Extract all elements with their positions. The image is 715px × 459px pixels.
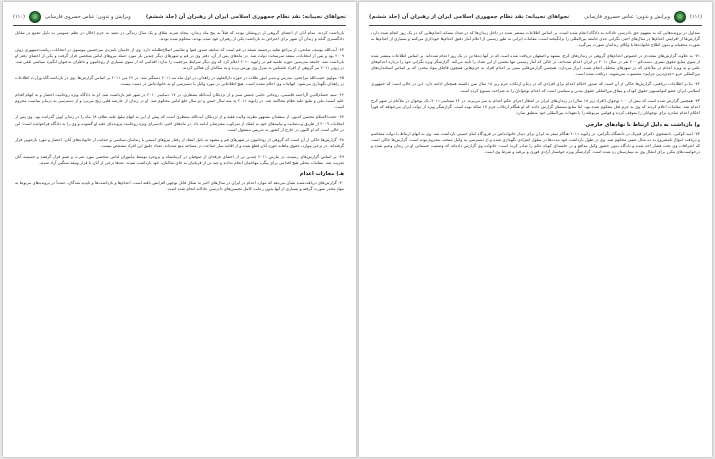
- section-heading: هـ) مجازات اعدام: [299, 171, 344, 178]
- right-header-divider: [369, 25, 702, 26]
- paragraph: ۷۰- گزارش‌های دریافت‌شده نشان می‌دهد که موارد اعدام در ایران در سال‌های اخیر به شکل قابل توجهی افزایش یافته است. اعدام‌ها و بازداشت‌ها و ناپدید شدگان، عمدتاً در پرونده‌های مربوط به مواد مخدر صورت گرفته و بسیاری از آنها بدون رعایت کامل تضمین‌های دادرسی عادلانه انجام شده است.: [15, 180, 344, 192]
- left-header-title: نجواهای نجیبانه: نقد نظام جمهوری اسلامی ایران از رهبران آن (جلد ششم): [145, 14, 346, 20]
- left-page-body: [15, 30, 344, 451]
- left-page: [3, 2, 356, 457]
- paragraph: ۶۸- گزارش‌ها حاکی از آن است که گروهی از روحانیون در شهرهای قم و مشهد به دلیل انتقاد از رفتار نیروهای امنیتی با زندانیان سیاسی و حمایت از خانواده‌های آنان، احضار و مورد بازجویی قرار گرفته‌اند. در برخی موارد، حقوق ماهانه حوزه آنان قطع شده و از اقامه نماز جماعت در مساجد منع شده‌اند. تعداد دقیق این افراد مشخص نیست.: [15, 137, 344, 149]
- paragraph: ۶۵- مولوی حبیب‌الله مراجعی، مدرس و مدیر امور طلاب در حوزه دارالعلوم در زاهدان، در اول ماه مه ۲۰۱۱ دستگیر شد. در ۲۶ می ۲۰۱۱ بر اساس گزارش‌ها، وی در بازداشت‌گاه وزارت اطلاعات در زاهدان نگهداری می‌شود. اتهامات وی اعلام نشده است. هیچ اطلاعاتی در مورد وکیل یا دسترسی او به خانواده‌اش در دست نیست.: [15, 75, 344, 87]
- paragraph: ۶۴- آیت‌الله یوسف صانعی، از مراجع تقلید برجسته شیعه در قم است که سابقه صدور فتوا و تفاسیر اصلاح‌طلبانه دارد. وی از حامیان نامزدی میرحسین موسوی در انتخابات ریاست‌جمهوری ژوئن ۲۰۰۹ بود و پس از انتخابات، منتقد سرسخت دولت شد. در ماه‌های پس از آن، دفتر وی در قم و شهرهای دیگر چندین بار مورد حمله نیروهای لباس شخصی قرار گرفت و یکی از اعضای دفتر او بازداشت شد. جامعه مدرسین حوزه علمیه قم در ژانویه ۲۰۱۰ اعلام کرد که وی دیگر شرایط مرجعیت را ندارد؛ اقدامی که از سوی بسیاری از روحانیون و ناظران به‌عنوان انگیزه سیاسی تلقی شد. در ژوئن ۲۰۱۱ نیز گروهی از افراد ناشناس به منزل وی یورش برده و به ساکنان آن هتاکی کردند.: [15, 46, 345, 70]
- paragraph: ۷۳- همچنین گزارش شده است که بیش از ۱۰۰ نوجوان (افراد زیر ۱۸ سال) در زندان‌های ایران در انتظار اجرای حکم اعدام به سر می‌برند. در ۲۲ سپتامبر ۲۰۱۱، یک نوجوان در ملأعام در شهر کرج اعدام شد. مقامات اعلام کردند که وی به جرم قتل محکوم شده بود، اما منابع مستقل گزارش دادند که او هنگام ارتکاب جرم ۱۷ ساله بوده است. گزارشگر ویژه از دولت ایران می‌خواهد که فوراً احکام اعدام صادره برای نوجوانان را متوقف کرده و قوانین مربوطه را با تعهدات بین‌المللی خود منطبق سازد.: [371, 97, 700, 116]
- right-header-meta: [584, 11, 702, 23]
- paragraph: ۷۱- به علاوه، گزارش‌های متعددی در خصوص اعدام‌های گروهی در زندان‌های کرج، مشهد و اصفهان دریافت شده است که در آنها ده‌ها تن در یک روز اعدام شده‌اند. بر اساس اطلاعات منتشر شده از سوی منابع حقوق بشری، دست‌کم ۶۰۰ نفر در سال ۲۰۱۱ در ایران اعدام شده‌اند، در حالی که آمار رسمی تنها بخشی از این تعداد را تأیید می‌کند. گزارشگر ویژه نگرانی خود را درباره اعدام‌های علنی و به ویژه اعدام در ملأعام، که در شهرهای مختلف انجام شده، ابراز می‌دارد. همچنین گزارش‌هایی مبنی بر اعدام افراد به جرم‌هایی همچون قاچاق مواد مخدر، که بر اساس استانداردهای بین‌المللی جزو «جدی‌ترین جرایم» محسوب نمی‌شوند، دریافت شده است.: [371, 52, 700, 77]
- left-page-header: [13, 10, 346, 24]
- logo-emblem-icon: [29, 11, 41, 23]
- right-page: [359, 2, 712, 457]
- book-spread: [3, 2, 712, 457]
- section-heading: و) بازداشت به دلیل ارتباط با نهادهای خارجی: [585, 121, 700, 128]
- paragraph: ۷۲- بنا بر اطلاعات دریافتی، گزارش‌ها حاکی از آن است که صدور احکام اعدام برای افرادی که در زمان ارتکاب جرم زیر ۱۸ سال سن داشتند همچنان ادامه دارد. این در حالی است که جمهوری اسلامی ایران عضو کنوانسیون حقوق کودک و میثاق بین‌المللی حقوق مدنی و سیاسی است که اعدام نوجوانان را به صراحت ممنوع کرده است.: [371, 81, 700, 93]
- paragraph: ۶۷- حجت‌الاسلام محسن کدیور، از منتقدان مشهور نظریه ولایت فقیه و از نزدیکان آیت‌الله منتظری است که پیش از این به اتهام تبلیغ علیه نظام، ۱۸ ماه را در زندان اوین گذرانده بود. وی پس از انتخابات ۲۰۰۹ از طریق وب‌سایت و بیانیه‌های خود به انتقاد از سرکوب معترضان ادامه داد. در ماه‌های اخیر، دادسرای ویژه روحانیت پرونده‌ای علیه او گشوده و وی را به دادگاه فراخوانده است؛ این در حالی است که او اکنون در خارج از کشور به تدریس مشغول است.: [15, 114, 345, 132]
- paragraph: متداول در پرونده‌هایی که به مفهوم حق دادرسی عادلانه به دادگاه انجام شده است، بر اساس اطلاعات منتشر شده در داخل زندان‌ها که در تعداد مشابه اعدام‌هایی که در یک روز انجام شده دارد، گزارش‌ها از افزایش اعدام‌ها در سال‌های اخیر، نگرانی جدی جامعه بین‌المللی را برانگیخته است. مقامات ایرانی به طور رسمی از اعلام آمار دقیق اعدام‌ها خودداری می‌کنند و بسیاری از اعدام‌ها به صورت مخفیانه و بدون اطلاع خانواده‌ها یا وکلای زندانیان صورت می‌گیرد.: [371, 30, 700, 48]
- left-header-divider: [13, 25, 346, 26]
- right-header-title: نجواهای نجیبانه: نقد نظام جمهوری اسلامی ایران از رهبران آن (جلد ششم): [369, 14, 570, 20]
- logo-emblem-icon: [674, 11, 686, 23]
- paragraph: بازداشت کردند. تمام آنان از اعضای گروهی از درویشان بودند که قبلاً به پنج ماه زندان، پنجاه ضربه شلاق و یک سال زندگی در تبعید به جرم اخلال در نظم عمومی به دلیل تجمع در مقابل دادگستری گنابد و زندان آن شهر برای اعتراض به بازداشت یکی از رهبران خود شده بودند، محکوم شده بودند.: [15, 30, 344, 42]
- right-page-body: [371, 30, 700, 451]
- paragraph: ۷۴- امید کوکبی، دانشجوی دکترای فیزیک در دانشگاه تگزاس، در ژانویه ۲۰۱۱ هنگام سفر به ایران برای دیدار خانواده‌اش در فرودگاه امام خمینی بازداشت شد. وی به اتهام ارتباط با دولت متخاصم و دریافت اموال نامشروع به ده سال حبس محکوم شد. وی در طول بازداشت خود مدت‌ها در سلول انفرادی نگهداری شده و از دسترسی به وکیل منتخب محروم بوده است. گزارش‌ها حاکی است که اعترافات وی تحت فشار اخذ شده و دادگاه بدون حضور وکیل مدافع و در جلسه‌ای کوتاه حکم را صادر کرده است. خانواده وی گزارش داده‌اند که وضعیت جسمانی او در زندان وخیم شده و درخواست‌های مکرر برای انتقال وی به بیمارستان رد شده است. گزارشگر ویژه خواستار آزادی فوری و بی‌قید و شرط وی است.: [371, 130, 700, 155]
- right-page-number: (۱۱۱): [690, 14, 702, 20]
- paragraph: ۶۹- بر اساس گزارش‌های رسیده، در مارس ۲۰۱۱ چندین تن از اعضای فرقه‌ای از صوفیان در کرمانشاه و بروجرد توسط مأموران لباس شخصی مورد ضرب و شتم قرار گرفتند و حسینیه آنان تخریب شد. مقامات محلی هیچ اقدامی برای پیگرد مهاجمان انجام ندادند و چند تن از قربانیان به جای شاکیان، خود بازداشت شدند. بعدها برخی از آنان با قرار وثیقه سنگین آزاد شدند.: [15, 153, 345, 165]
- right-header-editor: ویرایش و تدوین: عباس خسروی فارسانی: [584, 14, 671, 20]
- paragraph: ۶۶- سید حسام‌الدین آل‌احمد قاسمی، روحانی حامی جنبش سبز و از نزدیکان آیت‌الله منتظری، در ۱۷ دسامبر ۲۰۱۰ در شهر قم بازداشت شد. او به دادگاه ویژه روحانیت احضار و به اتهام اقدام علیه امنیت ملی و تبلیغ علیه نظام محاکمه شد. در ژانویه ۲۰۱۱ به سه سال حبس و دو سال خلع لباس محکوم شد. او در زندان از عارضه قلبی رنج می‌برد و از دسترسی به درمان مناسب محروم است.: [15, 91, 344, 110]
- left-header-meta: [13, 11, 131, 23]
- left-header-editor: ویرایش و تدوین: عباس خسروی فارسانی: [44, 14, 131, 20]
- left-page-number: (۱۱۰): [13, 14, 25, 20]
- right-page-header: [369, 10, 702, 24]
